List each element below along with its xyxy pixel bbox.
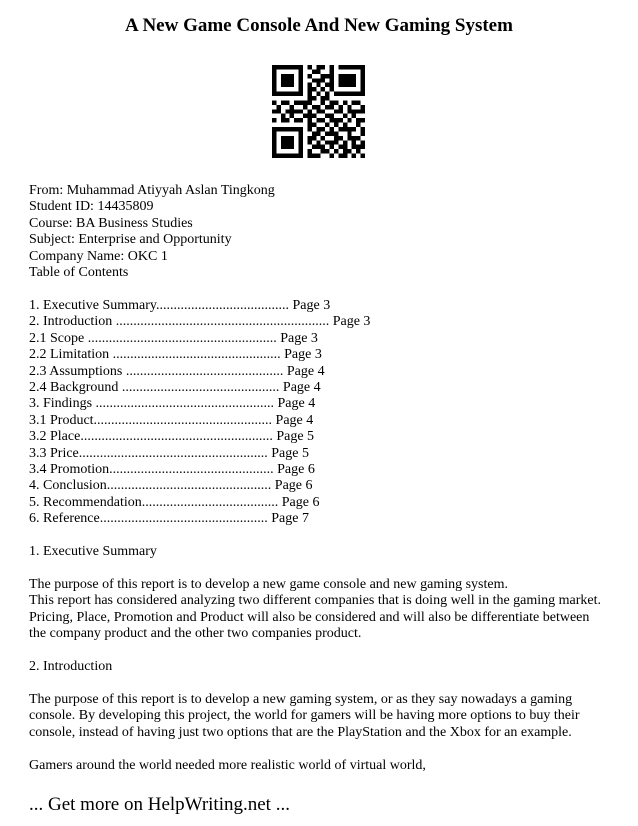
qr-module bbox=[290, 65, 294, 69]
toc-heading: Table of Contents bbox=[29, 264, 129, 280]
qr-module bbox=[303, 105, 307, 109]
toc-item: 3.4 Promotion............................................... Page 6 bbox=[29, 461, 315, 477]
qr-module bbox=[361, 140, 365, 144]
qr-module bbox=[272, 149, 276, 153]
qr-module bbox=[281, 154, 285, 158]
qr-module bbox=[325, 74, 329, 78]
paragraph-line: This report has considered analyzing two different companies that is doing well in the gaming market. bbox=[29, 593, 602, 609]
qr-module bbox=[316, 92, 320, 96]
qr-module bbox=[347, 105, 351, 109]
qr-module bbox=[330, 78, 334, 82]
qr-module bbox=[285, 109, 289, 113]
qr-module bbox=[352, 100, 356, 104]
qr-module bbox=[325, 149, 329, 153]
qr-module bbox=[347, 136, 351, 140]
qr-module bbox=[352, 154, 356, 158]
introduction-paragraph bbox=[29, 692, 619, 741]
qr-module bbox=[356, 109, 360, 113]
paragraph-line: Pricing, Place, Promotion and Product will also be considered and will also be differentiate between bbox=[29, 609, 590, 625]
qr-module bbox=[316, 145, 320, 149]
qr-module bbox=[356, 136, 360, 140]
qr-module bbox=[276, 127, 280, 131]
paragraph-line: the company product and the other two companies product. bbox=[29, 626, 362, 642]
qr-module bbox=[299, 145, 303, 149]
toc-item: 6. Reference................................................ Page 7 bbox=[29, 511, 309, 527]
qr-module bbox=[343, 145, 347, 149]
qr-module bbox=[312, 136, 316, 140]
section-heading-executive-summary bbox=[29, 544, 157, 560]
qr-module bbox=[347, 131, 351, 135]
qr-module bbox=[325, 105, 329, 109]
qr-module bbox=[299, 78, 303, 82]
qr-module bbox=[276, 109, 280, 113]
qr-module bbox=[303, 114, 307, 118]
qr-module bbox=[272, 136, 276, 140]
qr-module bbox=[299, 65, 303, 69]
qr-module bbox=[281, 145, 285, 149]
qr-module bbox=[307, 123, 311, 127]
qr-module bbox=[330, 118, 334, 122]
qr-module bbox=[299, 140, 303, 144]
qr-module bbox=[316, 154, 320, 158]
qr-module bbox=[321, 109, 325, 113]
qr-module bbox=[330, 114, 334, 118]
qr-module bbox=[361, 127, 365, 131]
qr-module bbox=[299, 87, 303, 91]
qr-module bbox=[307, 87, 311, 91]
qr-module bbox=[312, 131, 316, 135]
qr-module bbox=[347, 65, 351, 69]
qr-module bbox=[321, 136, 325, 140]
qr-module bbox=[276, 92, 280, 96]
qr-module bbox=[294, 65, 298, 69]
qr-module bbox=[307, 140, 311, 144]
qr-module bbox=[347, 109, 351, 113]
qr-module bbox=[281, 118, 285, 122]
qr-module bbox=[356, 149, 360, 153]
qr-module bbox=[325, 123, 329, 127]
qr-module bbox=[347, 127, 351, 131]
qr-module bbox=[276, 154, 280, 158]
qr-module bbox=[299, 100, 303, 104]
qr-module bbox=[343, 149, 347, 153]
qr-module bbox=[285, 154, 289, 158]
qr-module bbox=[334, 149, 338, 153]
qr-module bbox=[312, 87, 316, 91]
qr-module bbox=[330, 65, 334, 69]
paragraph-line: The purpose of this report is to develop a new game console and new gaming system. bbox=[29, 577, 508, 592]
qr-module bbox=[307, 65, 311, 69]
qr-module bbox=[285, 92, 289, 96]
qr-module bbox=[338, 83, 342, 87]
qr-module bbox=[307, 74, 311, 78]
qr-module bbox=[338, 74, 342, 78]
qr-module bbox=[347, 149, 351, 153]
qr-module bbox=[294, 127, 298, 131]
qr-module bbox=[299, 83, 303, 87]
qr-module bbox=[285, 83, 289, 87]
qr-module bbox=[352, 83, 356, 87]
qr-module bbox=[338, 109, 342, 113]
qr-module bbox=[281, 65, 285, 69]
qr-module bbox=[338, 127, 342, 131]
qr-module bbox=[312, 69, 316, 73]
qr-module bbox=[361, 83, 365, 87]
qr-module bbox=[294, 100, 298, 104]
qr-module bbox=[352, 136, 356, 140]
qr-module bbox=[338, 78, 342, 82]
qr-module bbox=[307, 136, 311, 140]
qr-module bbox=[361, 131, 365, 135]
qr-module bbox=[285, 100, 289, 104]
qr-module bbox=[330, 69, 334, 73]
qr-module bbox=[361, 105, 365, 109]
qr-module bbox=[330, 127, 334, 131]
qr-module bbox=[343, 92, 347, 96]
qr-module bbox=[281, 83, 285, 87]
qr-module bbox=[361, 65, 365, 69]
qr-module bbox=[321, 145, 325, 149]
qr-module bbox=[272, 140, 276, 144]
qr-module bbox=[356, 92, 360, 96]
qr-module bbox=[361, 154, 365, 158]
qr-module bbox=[272, 69, 276, 73]
qr-module bbox=[334, 109, 338, 113]
from-line: From: Muhammad Atiyyah Aslan Tingkong bbox=[29, 183, 275, 198]
toc-item: 3.3 Price...................................................... Page 5 bbox=[29, 445, 309, 461]
qr-module bbox=[352, 92, 356, 96]
qr-module bbox=[356, 118, 360, 122]
qr-module bbox=[272, 118, 276, 122]
qr-module bbox=[299, 69, 303, 73]
qr-module bbox=[334, 140, 338, 144]
qr-module bbox=[299, 118, 303, 122]
qr-module bbox=[307, 118, 311, 122]
table-of-contents bbox=[29, 298, 370, 527]
paragraph-line: console, instead of having just two options that are the PlayStation and the Xbox for an example. bbox=[29, 724, 572, 740]
qr-module bbox=[290, 105, 294, 109]
paragraph-line: The purpose of this report is to develop a new gaming system, or as they say nowadays a gaming bbox=[29, 692, 573, 707]
qr-module bbox=[316, 105, 320, 109]
course-line: Course: BA Business Studies bbox=[29, 215, 193, 231]
qr-module bbox=[338, 136, 342, 140]
paragraph-line: Gamers around the world needed more realistic world of virtual world, bbox=[29, 758, 426, 773]
qr-module bbox=[299, 109, 303, 113]
qr-module bbox=[321, 118, 325, 122]
qr-module bbox=[312, 78, 316, 82]
qr-module bbox=[272, 78, 276, 82]
qr-module bbox=[338, 105, 342, 109]
qr-module bbox=[281, 100, 285, 104]
qr-module bbox=[361, 74, 365, 78]
qr-module bbox=[285, 140, 289, 144]
qr-module bbox=[347, 74, 351, 78]
toc-item: 3.2 Place....................................................... Page 5 bbox=[29, 429, 315, 445]
qr-module bbox=[290, 154, 294, 158]
introduction-continuation bbox=[29, 758, 619, 774]
qr-module bbox=[290, 114, 294, 118]
qr-module bbox=[307, 83, 311, 87]
toc-item: 2.4 Background ............................................. Page 4 bbox=[29, 379, 321, 395]
qr-module bbox=[307, 114, 311, 118]
qr-module bbox=[272, 131, 276, 135]
qr-module bbox=[325, 96, 329, 100]
qr-module bbox=[321, 65, 325, 69]
qr-module bbox=[330, 140, 334, 144]
qr-module bbox=[352, 65, 356, 69]
qr-module bbox=[321, 96, 325, 100]
qr-module bbox=[321, 78, 325, 82]
qr-module bbox=[343, 74, 347, 78]
qr-module bbox=[343, 123, 347, 127]
qr-module bbox=[330, 74, 334, 78]
qr-module bbox=[325, 140, 329, 144]
qr-module bbox=[281, 74, 285, 78]
qr-module bbox=[361, 78, 365, 82]
toc-item: 2. Introduction ............................................................. Page 3 bbox=[29, 314, 371, 330]
qr-module bbox=[307, 154, 311, 158]
company-name-line: Company Name: OKC 1 bbox=[29, 248, 168, 264]
qr-module bbox=[272, 87, 276, 91]
qr-module bbox=[347, 118, 351, 122]
qr-module bbox=[325, 92, 329, 96]
qr-module bbox=[330, 131, 334, 135]
student-id-line: Student ID: 14435809 bbox=[29, 199, 154, 215]
qr-module bbox=[352, 114, 356, 118]
qr-module bbox=[334, 92, 338, 96]
qr-module bbox=[272, 65, 276, 69]
qr-code-icon bbox=[272, 65, 365, 158]
qr-module bbox=[325, 131, 329, 135]
qr-module bbox=[294, 92, 298, 96]
qr-module bbox=[299, 127, 303, 131]
qr-module bbox=[361, 69, 365, 73]
qr-module bbox=[316, 118, 320, 122]
qr-module bbox=[347, 83, 351, 87]
qr-module bbox=[330, 145, 334, 149]
qr-module bbox=[272, 74, 276, 78]
qr-module bbox=[356, 100, 360, 104]
qr-module bbox=[272, 83, 276, 87]
qr-module bbox=[352, 109, 356, 113]
qr-module bbox=[299, 154, 303, 158]
qr-module bbox=[343, 114, 347, 118]
toc-item: 4. Conclusion............................................... Page 6 bbox=[29, 478, 313, 494]
executive-summary-paragraph bbox=[29, 577, 619, 643]
qr-module bbox=[290, 92, 294, 96]
qr-module bbox=[294, 118, 298, 122]
qr-module bbox=[281, 92, 285, 96]
qr-module bbox=[285, 118, 289, 122]
qr-module bbox=[321, 74, 325, 78]
get-more-link[interactable]: ... Get more on HelpWriting.net ... bbox=[29, 794, 290, 815]
qr-module bbox=[338, 92, 342, 96]
qr-module bbox=[330, 100, 334, 104]
toc-item: 2.3 Assumptions ............................................. Page 4 bbox=[29, 363, 325, 379]
qr-module bbox=[356, 123, 360, 127]
qr-module bbox=[352, 127, 356, 131]
qr-module bbox=[361, 92, 365, 96]
qr-module bbox=[343, 78, 347, 82]
qr-module bbox=[321, 100, 325, 104]
qr-module bbox=[316, 78, 320, 82]
qr-module bbox=[343, 65, 347, 69]
qr-module bbox=[356, 145, 360, 149]
qr-module bbox=[361, 109, 365, 113]
qr-module bbox=[294, 109, 298, 113]
qr-module bbox=[285, 78, 289, 82]
qr-module bbox=[316, 140, 320, 144]
qr-module bbox=[343, 83, 347, 87]
qr-module bbox=[343, 100, 347, 104]
qr-module bbox=[334, 136, 338, 140]
qr-module bbox=[316, 127, 320, 131]
qr-module bbox=[272, 92, 276, 96]
qr-module bbox=[285, 74, 289, 78]
toc-item: 2.1 Scope ...................................................... Page 3 bbox=[29, 330, 318, 346]
qr-module bbox=[299, 136, 303, 140]
qr-module bbox=[307, 109, 311, 113]
qr-module bbox=[330, 87, 334, 91]
qr-module bbox=[321, 87, 325, 91]
qr-module bbox=[316, 131, 320, 135]
qr-module bbox=[290, 83, 294, 87]
qr-module bbox=[272, 109, 276, 113]
qr-module bbox=[352, 145, 356, 149]
qr-module bbox=[338, 145, 342, 149]
qr-module bbox=[290, 140, 294, 144]
qr-module bbox=[290, 78, 294, 82]
qr-module bbox=[281, 127, 285, 131]
qr-module bbox=[272, 145, 276, 149]
qr-module bbox=[285, 127, 289, 131]
qr-module bbox=[285, 65, 289, 69]
section-heading-text: 1. Executive Summary bbox=[29, 544, 157, 559]
qr-module bbox=[347, 78, 351, 82]
qr-module bbox=[347, 92, 351, 96]
qr-module bbox=[330, 105, 334, 109]
qr-module bbox=[338, 65, 342, 69]
qr-module bbox=[281, 78, 285, 82]
document-title: A New Game Console And New Gaming System bbox=[125, 15, 513, 36]
paragraph-line: console. By developing this project, the world for gamers will be having more options to buy their bbox=[29, 708, 580, 724]
section-heading-text: 2. Introduction bbox=[29, 659, 113, 674]
qr-module bbox=[356, 65, 360, 69]
qr-module bbox=[343, 140, 347, 144]
qr-module bbox=[352, 74, 356, 78]
qr-module bbox=[290, 145, 294, 149]
qr-module bbox=[290, 74, 294, 78]
section-heading-introduction bbox=[29, 659, 112, 675]
qr-module bbox=[299, 74, 303, 78]
qr-module bbox=[276, 105, 280, 109]
qr-module bbox=[281, 140, 285, 144]
qr-module bbox=[272, 127, 276, 131]
qr-module bbox=[338, 118, 342, 122]
qr-module bbox=[334, 131, 338, 135]
qr-module bbox=[330, 154, 334, 158]
qr-module bbox=[299, 131, 303, 135]
qr-module bbox=[325, 83, 329, 87]
qr-module bbox=[307, 92, 311, 96]
qr-module bbox=[272, 100, 276, 104]
toc-item: 1. Executive Summary...................................... Page 3 bbox=[29, 298, 331, 313]
subject-line: Subject: Enterprise and Opportunity bbox=[29, 232, 232, 248]
qr-module bbox=[290, 127, 294, 131]
qr-module bbox=[316, 65, 320, 69]
qr-module bbox=[307, 149, 311, 153]
qr-module bbox=[281, 136, 285, 140]
qr-module bbox=[290, 136, 294, 140]
qr-module bbox=[361, 118, 365, 122]
qr-module bbox=[299, 92, 303, 96]
qr-module bbox=[334, 100, 338, 104]
qr-module bbox=[343, 127, 347, 131]
qr-module bbox=[303, 100, 307, 104]
toc-item: 2.2 Limitation ................................................ Page 3 bbox=[29, 347, 322, 363]
header-info bbox=[29, 183, 275, 281]
qr-module bbox=[316, 109, 320, 113]
qr-module bbox=[321, 149, 325, 153]
toc-item: 3. Findings ................................................... Page 4 bbox=[29, 396, 316, 412]
qr-module bbox=[312, 105, 316, 109]
qr-module bbox=[307, 127, 311, 131]
toc-item: 5. Recommendation....................................... Page 6 bbox=[29, 494, 320, 510]
qr-module bbox=[312, 154, 316, 158]
qr-module bbox=[312, 114, 316, 118]
qr-module bbox=[361, 87, 365, 91]
qr-module bbox=[330, 83, 334, 87]
qr-module bbox=[352, 140, 356, 144]
qr-module bbox=[272, 154, 276, 158]
qr-module bbox=[307, 96, 311, 100]
qr-module bbox=[334, 118, 338, 122]
qr-module bbox=[281, 114, 285, 118]
qr-module bbox=[285, 145, 289, 149]
qr-module bbox=[343, 154, 347, 158]
qr-module bbox=[321, 127, 325, 131]
qr-module bbox=[299, 149, 303, 153]
qr-module bbox=[312, 123, 316, 127]
qr-module bbox=[338, 154, 342, 158]
qr-module bbox=[312, 145, 316, 149]
qr-module bbox=[352, 78, 356, 82]
qr-module bbox=[307, 100, 311, 104]
qr-module bbox=[312, 96, 316, 100]
qr-module bbox=[285, 136, 289, 140]
qr-module bbox=[334, 123, 338, 127]
qr-module bbox=[290, 109, 294, 113]
qr-module bbox=[276, 65, 280, 69]
toc-item: 3.1 Product................................................... Page 4 bbox=[29, 412, 314, 428]
qr-module bbox=[294, 154, 298, 158]
qr-module bbox=[361, 145, 365, 149]
qr-module bbox=[316, 83, 320, 87]
qr-module bbox=[316, 69, 320, 73]
qr-module bbox=[325, 114, 329, 118]
